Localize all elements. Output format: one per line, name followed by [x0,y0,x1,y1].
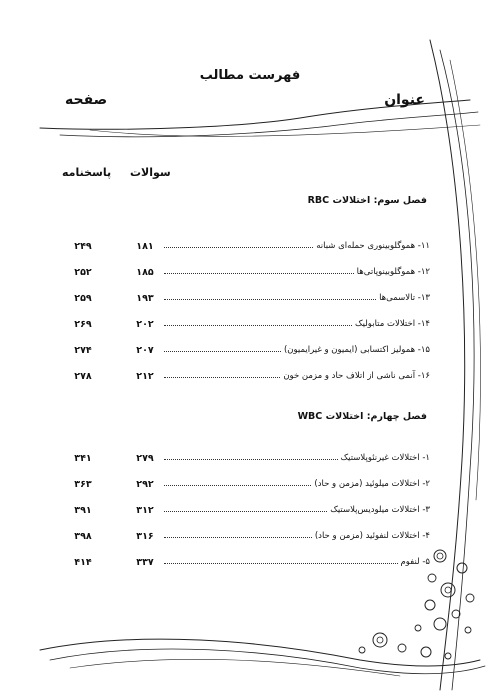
toc-row[interactable] [70,267,430,281]
toc-row[interactable] [70,453,430,467]
toc-item-label: ۴- اختلالات لنفوئید (مزمن و حاد) [314,531,430,541]
page-title: فهرست مطالب [199,68,301,83]
dot-leader [164,273,354,274]
toc-row[interactable] [70,531,430,545]
question-page-number: ۳۳۷ [136,557,154,568]
toc-item-label: ۱۲- هموگلوبینوپاتی‌ها [356,267,430,277]
toc-row[interactable] [70,371,430,385]
column-header-questions: سوالات [130,166,171,179]
dot-leader [164,511,327,512]
dot-leader [164,537,312,538]
chapter-title: فصل چهارم: اختلالات WBC [297,411,427,422]
toc-item-label: ۲- اختلالات میلوئید (مزمن و حاد) [314,479,430,489]
answer-page-number: ۳۶۳ [74,479,92,490]
header-page: صفحه [65,92,108,108]
answer-page-number: ۲۷۴ [74,345,92,356]
question-page-number: ۲۹۲ [136,479,154,490]
question-page-number: ۱۸۵ [136,267,154,278]
dot-leader [164,485,311,486]
question-page-number: ۲۰۲ [136,319,154,330]
toc-item-label: ۱۳- تالاسمی‌ها [379,293,430,303]
answer-page-number: ۲۵۹ [74,293,92,304]
toc-row[interactable] [70,345,430,359]
question-page-number: ۲۱۲ [136,371,154,382]
dot-leader [164,299,376,300]
header-topic: عنوان [384,92,425,108]
answer-page-number: ۲۷۸ [74,371,92,382]
dot-leader [164,351,281,352]
answer-page-number: ۲۶۹ [74,319,92,330]
column-header-answers: پاسخنامه [62,166,112,179]
toc-row[interactable] [70,505,430,519]
toc-row[interactable] [70,319,430,333]
question-page-number: ۱۸۱ [136,241,154,252]
toc-item-label: ۱۶- آنمی ناشی از اتلاف حاد و مزمن خون [283,371,430,381]
toc-item-label: ۱۵- همولیز اکتسابی (ایمیون و غیرایمیون) [283,345,430,355]
answer-page-number: ۲۴۹ [74,241,92,252]
dot-leader [164,325,352,326]
answer-page-number: ۳۹۱ [74,505,92,516]
toc-item-label: ۱۱- هموگلوبینوری حمله‌ای شبانه [316,241,430,251]
toc-item-label: ۳- اختلالات میلودیس‌پلاستیک [330,505,430,515]
toc-row[interactable] [70,479,430,493]
dot-leader [164,247,313,248]
toc-row[interactable] [70,241,430,255]
toc-item-label: ۱۴- اختلالات متابولیک [355,319,430,329]
answer-page-number: ۳۹۸ [74,531,92,542]
question-page-number: ۳۱۶ [136,531,154,542]
dot-leader [164,377,280,378]
question-page-number: ۲۷۹ [136,453,154,464]
question-page-number: ۱۹۳ [136,293,154,304]
dot-leader [164,563,398,564]
answer-page-number: ۳۴۱ [74,453,92,464]
toc-row[interactable] [70,293,430,307]
toc-item-label: ۵- لنفوم [400,557,430,567]
answer-page-number: ۴۱۴ [74,557,92,568]
toc-row[interactable] [70,557,430,571]
dot-leader [164,459,338,460]
toc-item-label: ۱- اختلالات غیرنئوپلاستیک [340,453,430,463]
chapter-title: فصل سوم: اختلالات RBC [307,195,427,206]
answer-page-number: ۲۵۲ [74,267,92,278]
question-page-number: ۳۱۲ [136,505,154,516]
question-page-number: ۲۰۷ [136,345,154,356]
